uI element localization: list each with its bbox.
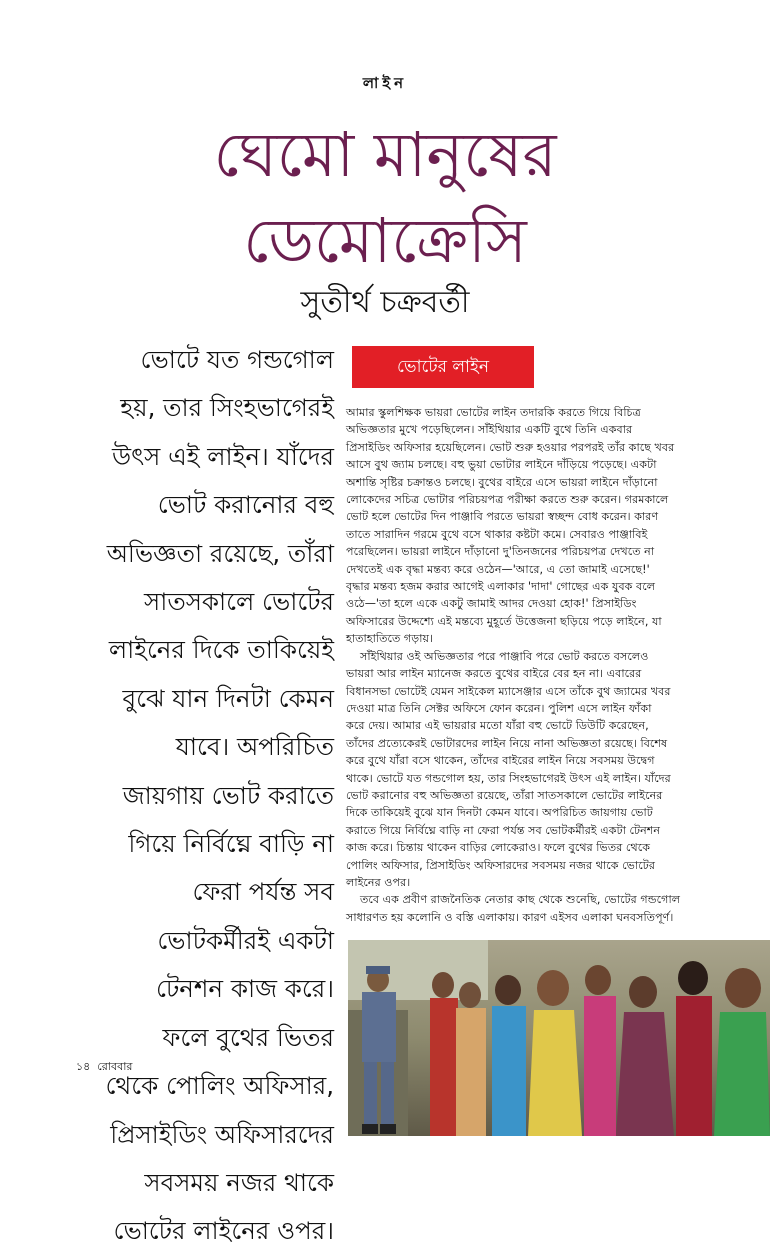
pullquote-line: টেনশন কাজ করে। — [156, 974, 334, 1004]
pullquote-line: হয়, তার সিংহভাগেরই — [120, 393, 334, 423]
page-footer — [76, 1058, 132, 1077]
body-line: বৃদ্ধার মন্তব্য হজম করার আগেই এলাকার 'দাদা' গোছের এক যুবক বলে — [346, 580, 656, 594]
body-line: লোকেদের সচিত্র ভোটার পরিচয়পত্র পরীক্ষা করতে শুরু করেন। গরমকালে — [346, 493, 669, 507]
body-line: তাঁদের প্রত্যেকেরই ভোটারদের লাইন নিয়ে নানা অভিজ্ঞতা রয়েছে। বিশেষ — [346, 736, 668, 750]
body-line: করে বুথে যাঁরা বসে থাকেন, তাঁদের বাইরের লাইন নিয়ে সবসময় উদ্বেগ — [346, 754, 655, 768]
body-line: ওঠে—'তা হলে একে একটু জামাই আদর দেওয়া হোক!' প্রিসাইডিং — [346, 597, 637, 611]
body-line: সাঁইথিয়ার ওই অভিজ্ঞতার পরে পাঞ্জাবি পরে ভোট করতে বসলেও — [360, 649, 649, 663]
pullquote-line: প্রিসাইডিং অফিসারদের — [110, 1119, 334, 1149]
body-line: বিধানসভা ভোটেই যেমন সাইকেল ম্যাসেঞ্জার এসে তাঁকে বুথ জ্যামের খবর — [346, 684, 671, 698]
section-tag: ভোটের লাইন — [352, 346, 534, 388]
pullquote-line: ফেরা পর্যন্ত সব — [192, 877, 334, 907]
body-line: আমার স্কুলশিক্ষক ভায়রা ভোটের লাইন তদারকি করতে গিয়ে বিচিত্র — [346, 406, 641, 419]
body-line: তাতে সারাদিন গরমে বুথে বসে থাকার কষ্টটা কমে। সেবারও পাঞ্জাবিই — [346, 527, 648, 541]
page-number: ১৪ — [76, 1060, 91, 1073]
pullquote — [82, 336, 334, 1256]
headline — [0, 112, 770, 284]
pullquote-line: ভোটের লাইনের ওপর। — [113, 1216, 334, 1246]
body-line: লাইনের ওপর। — [346, 875, 411, 889]
byline: সুতীর্থ চক্রবর্তী — [300, 285, 470, 320]
section-label: লাইন — [362, 74, 408, 92]
body-line: আসে বুথ জ্যাম চলছে। বহু ভুয়া ভোটার লাইনে দাঁড়িয়ে পড়েছে। একটা — [346, 458, 657, 472]
body-line: তবে এক প্রবীণ রাজনৈতিক নেতার কাছ থেকে শুনেছি, ভোটের গন্ডগোল — [360, 893, 681, 907]
body-line: করে দেয়। আমার এই ভায়রার মতো যাঁরা বহু ভোটে ডিউটি করেছেন, — [346, 719, 649, 733]
body-line: অফিসারের উদ্দেশ্যে এই মন্তব্যে মুহূর্তে উত্তেজনা ছড়িয়ে পড়ে লাইনে, যা — [346, 614, 662, 628]
pullquote-line: যাবে। অপরিচিত — [175, 732, 334, 762]
pullquote-line: উৎস এই লাইন। যাঁদের — [111, 441, 334, 471]
body-line: সাধারণত হয় কলোনি ও বস্তি এলাকায়। কারণ এইসব এলাকা ঘনবসতিপূর্ণ। — [346, 910, 674, 924]
headline-line-1: ঘেমো মানুষের — [213, 118, 557, 191]
body-line: কাজ করে। চিন্তায় থাকেন বাড়ির লোকেরাও। ফলে বুথের ভিতর থেকে — [346, 841, 651, 855]
body-line: করাতে গিয়ে নির্বিঘ্নে বাড়ি না ফেরা পর্যন্ত সব ভোটকর্মীরই একটা টেনশন — [346, 823, 661, 837]
article-body — [346, 404, 718, 926]
pullquote-line: বুঝে যান দিনটা কেমন — [122, 683, 334, 713]
body-line: দেখতেই এক বৃদ্ধা মন্তব্য করে ওঠেন—'আরে, এ তো জামাই এসেছে!' — [346, 562, 650, 576]
body-line: ভোট করানোর বহু অভিজ্ঞতা রয়েছে, তাঁরা সাতসকালে ভোটের লাইনের — [346, 788, 663, 802]
body-line: অশান্তি সৃষ্টির চক্রান্তও চলছে। বুথের বাইরে এসে ভায়রা লাইনে দাঁড়ানো — [346, 475, 658, 489]
magazine-name: রোববার — [97, 1060, 133, 1073]
body-line: হাতাহাতিতে গড়ায়। — [346, 632, 434, 646]
body-line: দিকে তাকিয়েই বুঝে যান দিনটা কেমন যাবে। অপরিচিত জায়গায় ভোট — [346, 806, 653, 820]
pullquote-line: সবসময় নজর থাকে — [144, 1167, 334, 1197]
pullquote-line: ফলে বুথের ভিতর — [162, 1022, 334, 1052]
pullquote-line: ভোট করানোর বহু — [157, 490, 334, 520]
pullquote-line: সাতসকালে ভোটের — [144, 587, 334, 617]
body-line: পরেছিলেন। ভায়রা লাইনে দাঁড়ানো দু'তিনজনের পরিচয়পত্র দেখতে না — [346, 545, 655, 559]
body-line: ভায়রা আর লাইন ম্যানেজ করতে বুথের বাইরে বের হন না। এবারের — [346, 667, 642, 681]
body-line: দেওয়া মাত্র তিনি সেক্টর অফিসে ফোন করেন। পুলিশ এসে লাইন ফাঁকা — [346, 701, 652, 715]
pullquote-line: ভোটকর্মীরই একটা — [157, 925, 334, 955]
pullquote-line: থেকে পোলিং অফিসার, — [105, 1071, 334, 1101]
body-line: ভোট হলে ভোটের দিন পাঞ্জাবি পরতে ভায়রা স্বচ্ছন্দ বোধ করেন। কারণ — [346, 510, 659, 524]
pullquote-line: গিয়ে নির্বিঘ্নে বাড়ি না — [128, 829, 334, 859]
body-line: পোলিং অফিসার, প্রিসাইডিং অফিসারদের সবসময় নজর থাকে ভোটের — [346, 858, 655, 872]
voter-queue-photo — [348, 940, 770, 1136]
body-line: প্রিসাইডিং অফিসার হয়েছিলেন। ভোট শুরু হওয়ার পরপরই তাঁর কাছে খবর — [346, 440, 675, 454]
pullquote-line: অভিজ্ঞতা রয়েছে, তাঁরা — [106, 538, 334, 568]
headline-line-2: ডেমোক্রেসি — [243, 204, 527, 277]
pullquote-line: লাইনের দিকে তাকিয়েই — [108, 635, 334, 665]
body-line: থাকে। ভোটে যত গন্ডগোল হয়, তার সিংহভাগেরই উৎস এই লাইন। যাঁদের — [346, 771, 671, 785]
pullquote-line: ভোটে যত গন্ডগোল — [140, 345, 334, 374]
body-line: অভিজ্ঞতার মুখে পড়েছিলেন। সাঁইথিয়ার একটি বুথে তিনি একবার — [346, 423, 633, 437]
pullquote-line: জায়গায় ভোট করাতে — [122, 780, 334, 810]
